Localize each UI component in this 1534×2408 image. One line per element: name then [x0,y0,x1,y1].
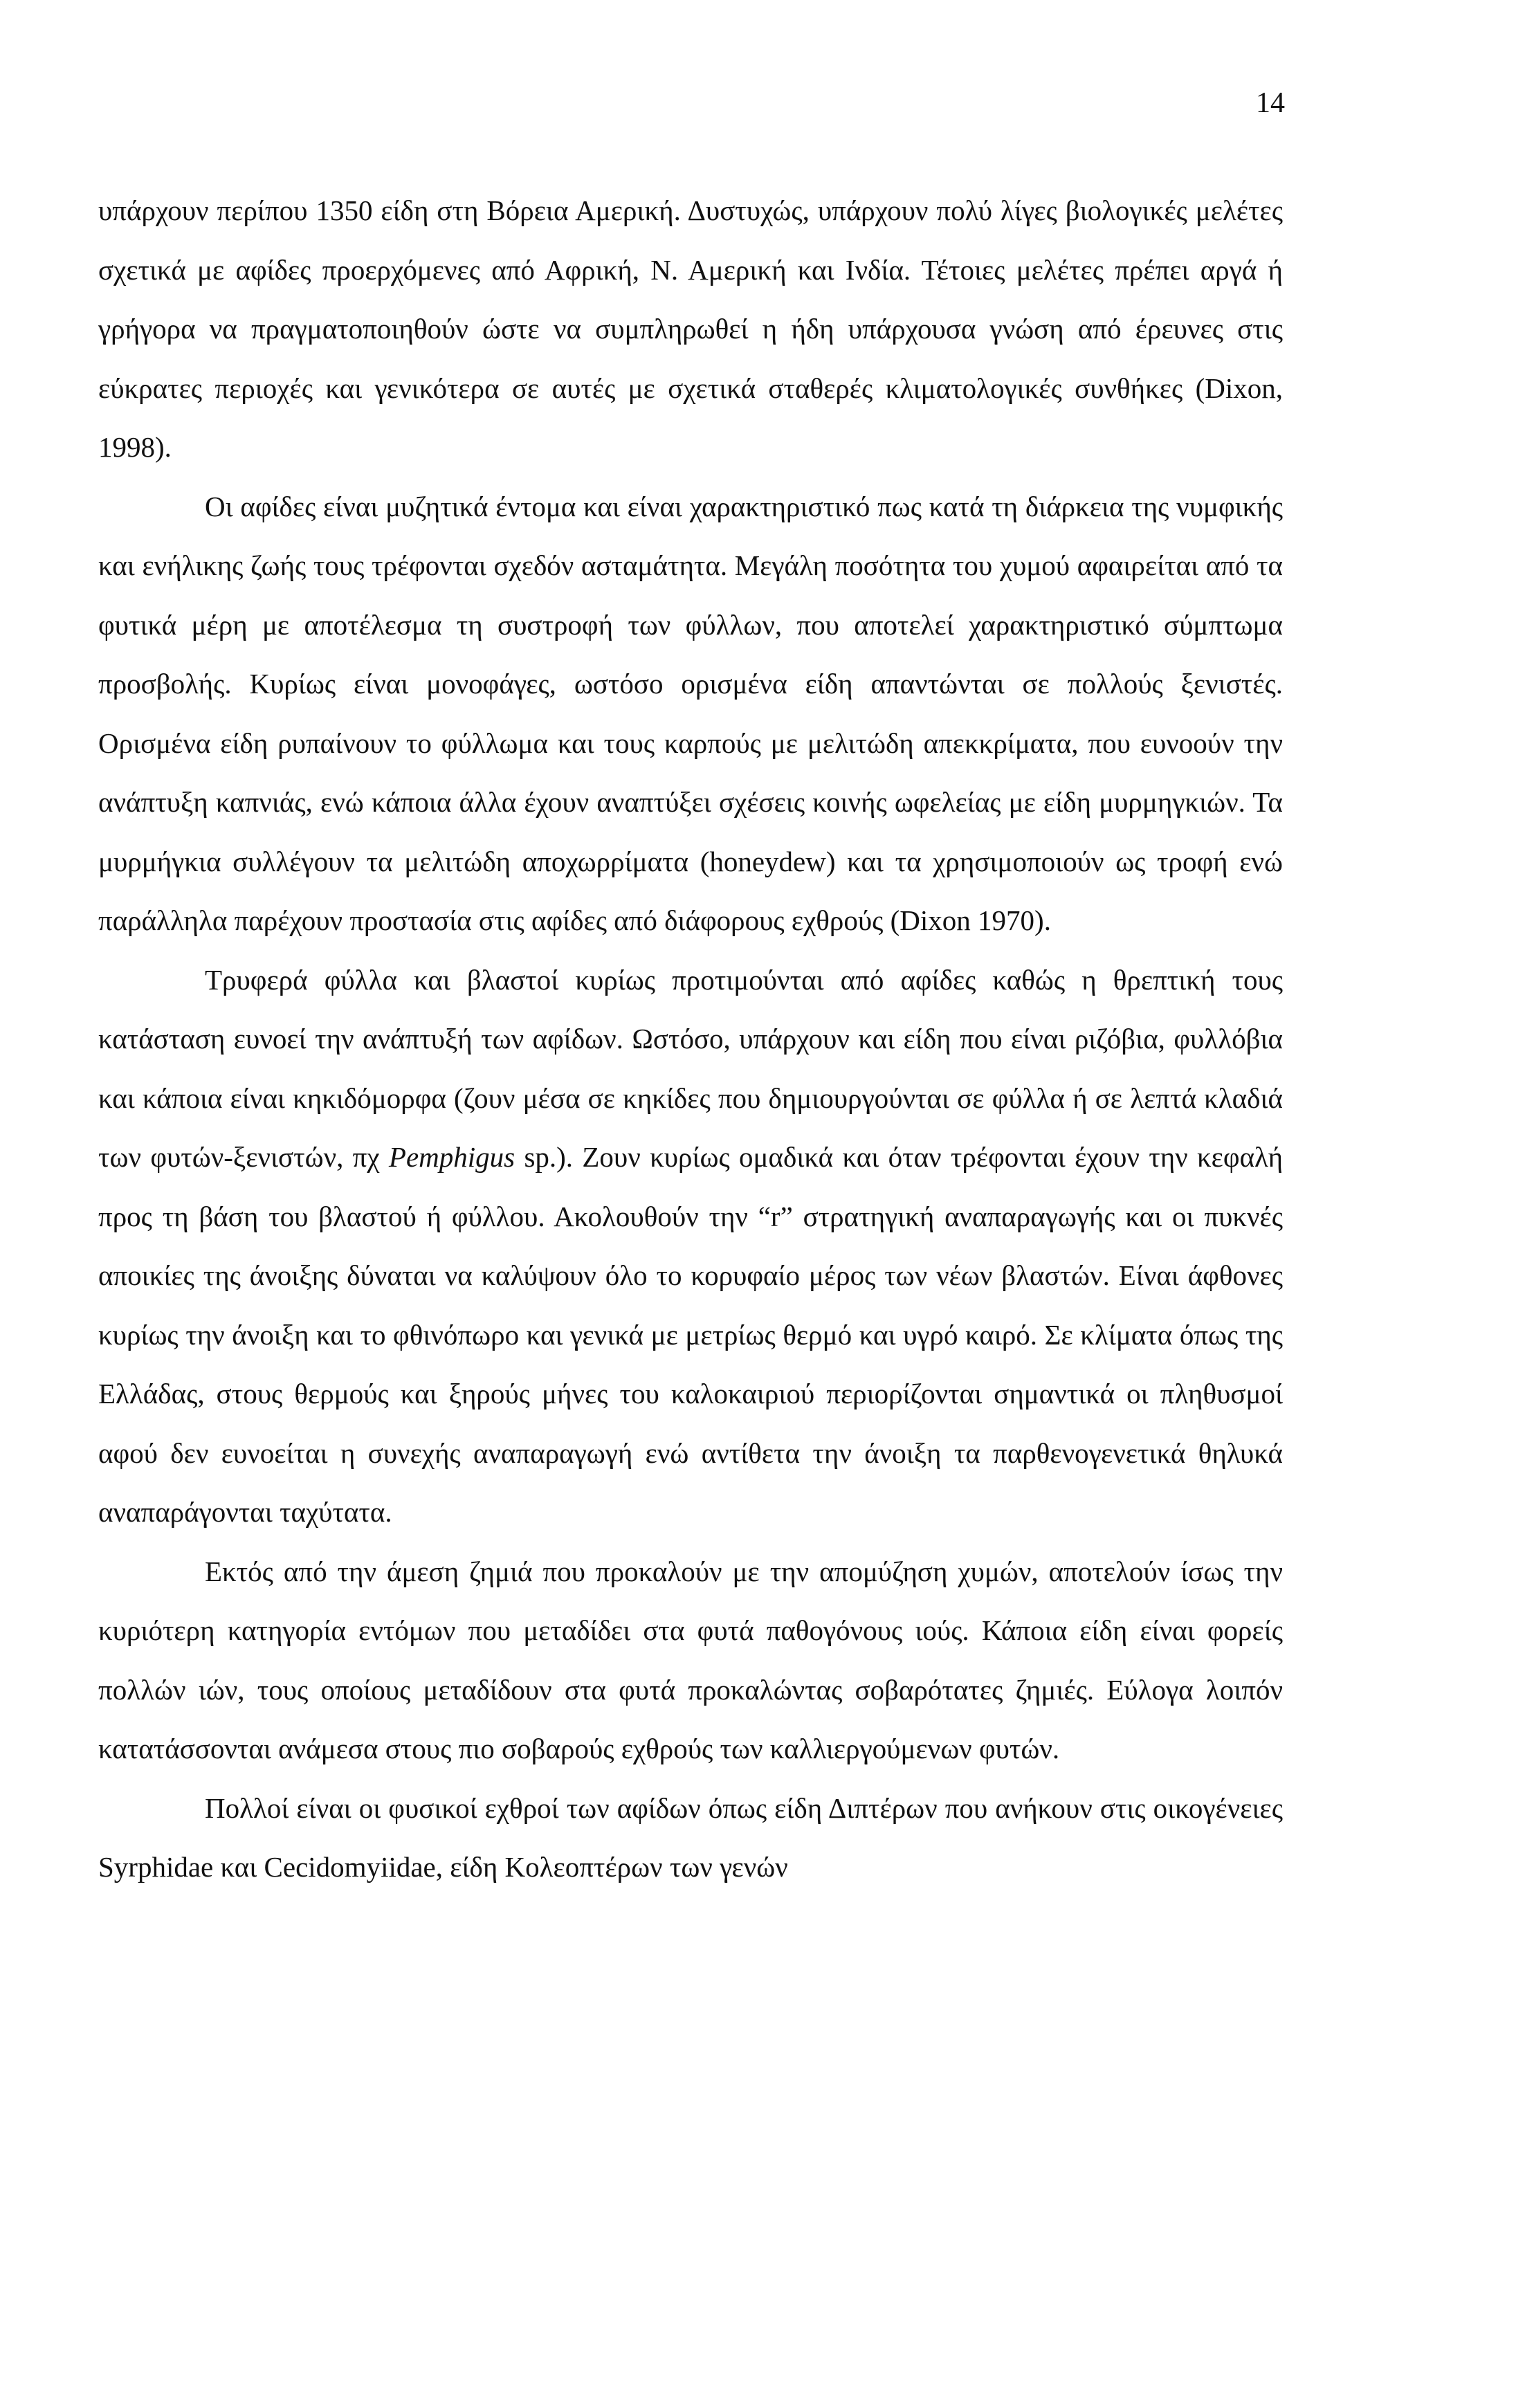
paragraph-3 [98,951,1283,1542]
page-number: 14 [1256,87,1285,119]
paragraph-3-part-b: sp.). Ζουν κυρίως ομαδικά και όταν τρέφονται έχουν την κεφαλή προς τη βάση του βλαστού ή φύλλου. Ακολουθούν την “r” στρατηγική αναπαραγωγής και οι πυκνές αποικίες της άνοιξης δύναται να καλύψουν όλο το κορυφαίο μέρος των νέων βλαστών. Είναι άφθονες κυρίως την άνοιξη και το φθινόπωρο και γενικά με μετρίως θερμό και υγρό καιρό. Σε κλίματα όπως της Ελλάδας, στους θερμούς και ξηρούς μήνες του καλοκαιριού περιορίζονται σημαντικά οι πληθυσμοί αφού δεν ευνοείται η συνεχής αναπαραγωγή ενώ αντίθετα την άνοιξη τα παρθενογενετικά θηλυκά αναπαράγονται ταχύτατα. [98,1141,1284,1528]
paragraph-1: υπάρχουν περίπου 1350 είδη στη Βόρεια Αμερική. Δυστυχώς, υπάρχουν πολύ λίγες βιολογικές μελέτες σχετικά με αφίδες προερχόμενες από Αφρική, Ν. Αμερική και Ινδία. Τέτοιες μελέτες πρέπει αργά ή γρήγορα να πραγματοποιηθούν ώστε να συμπληρωθεί η ήδη υπάρχουσα γνώση από έρευνες στις εύκρατες περιοχές και γενικότερα σε αυτές με σχετικά σταθερές κλιματολογικές συνθήκες (Dixon, 1998). [98,194,1283,463]
genus-name: Pemphigus [388,1141,515,1173]
body-text [98,181,1283,1897]
paragraph-5: Πολλοί είναι οι φυσικοί εχθροί των αφίδων όπως είδη Διπτέρων που ανήκουν στις οικογένειες Syrphidae και Cecidomyiidae, είδη Κολεοπτέρων των γενών [98,1791,1283,1883]
paragraph-4: Εκτός από την άμεση ζημιά που προκαλούν με την απομύζηση χυμών, αποτελούν ίσως την κυριότερη κατηγορία εντόμων που μεταδίδει στα φυτά παθογόνους ιούς. Κάποια είδη είναι φορείς πολλών ιών, τους οποίους μεταδίδουν στα φυτά προκαλώντας σοβαρότατες ζημιές. Εύλογα λοιπόν κατατάσσονται ανάμεσα στους πιο σοβαρούς εχθρούς των καλλιεργούμενων φυτών. [98,1555,1283,1764]
paragraph-2: Οι αφίδες είναι μυζητικά έντομα και είναι χαρακτηριστικό πως κατά τη διάρκεια της νυμφικής και ενήλικης ζωής τους τρέφονται σχεδόν ασταμάτητα. Μεγάλη ποσότητα του χυμού αφαιρείται από τα φυτικά μέρη με αποτέλεσμα τη συστροφή των φύλλων, που αποτελεί χαρακτηριστικό σύμπτωμα προσβολής. Κυρίως είναι μονοφάγες, ωστόσο ορισμένα είδη απαντώνται σε πολλούς ξενιστές. Ορισμένα είδη ρυπαίνουν το φύλλωμα και τους καρπούς με μελιτώδη απεκκρίματα, που ευνοούν την ανάπτυξη καπνιάς, ενώ κάποια άλλα έχουν αναπτύξει σχέσεις κοινής ωφελείας με είδη μυρμηγκιών. Τα μυρμήγκια συλλέγουν τα μελιτώδη αποχωρρίματα (honeydew) και τα χρησιμοποιούν ως τροφή ενώ παράλληλα παρέχουν προστασία στις αφίδες από διάφορους εχθρούς (Dixon 1970). [98,490,1283,936]
paragraph-3-part-a: Τρυφερά φύλλα και βλαστοί κυρίως προτιμούνται από αφίδες καθώς η θρεπτική τους κατάσταση ευνοεί την ανάπτυξή των αφίδων. Ωστόσο, υπάρχουν και είδη που είναι ριζόβια, φυλλόβια και κάποια είναι κηκιδόμορφα (ζουν μέσα σε κηκίδες που δημιουργούνται σε φύλλα ή σε λεπτά κλαδιά των φυτών-ξενιστών, πχ [98,963,1283,1173]
